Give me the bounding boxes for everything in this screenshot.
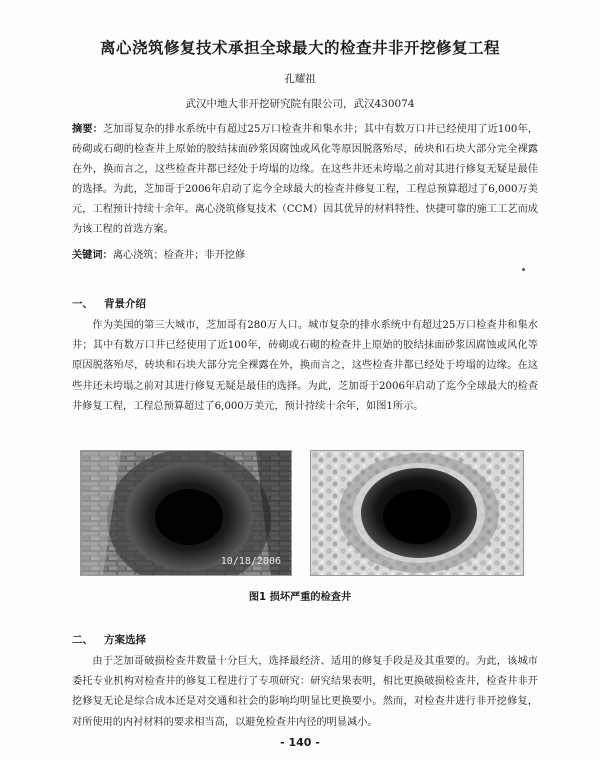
- section-paragraph-background: 作为美国的第三大城市，芝加哥有280万人口。城市复杂的排水系统中有超过25万口检查井和集水井；其中有数万口井已经使用了近100年，砖砌或石砌的检查井上原始的胶结抹面砂浆因腐蚀或风化等原因脱落殆尽，砖块和石块大部分完全裸露在外，换而言之，这些检查井都已经处于垮塌的边缘。在这些井还未垮塌之前对其进行修复无疑是最佳的选择。为此，芝加哥于2006年启动了迄今全球最大的检查井修复工程，工程总预算超过了6,000万美元，预计持续十余年，如图1所示。: [72, 320, 538, 412]
- abstract-label: 摘要：: [72, 124, 103, 135]
- author-name: 孔耀祖: [284, 73, 316, 85]
- keywords-text: 离心浇筑；检查井；非开挖修: [112, 250, 246, 261]
- abstract: [72, 120, 538, 240]
- manhole-photo-left: [80, 450, 292, 576]
- photo-date-stamp: 10/18/2006: [220, 556, 281, 567]
- section-number: 二、: [72, 634, 93, 646]
- manhole-photo-right: [310, 450, 524, 576]
- author-affiliation: 武汉中地大非开挖研究院有限公司，武汉430074: [185, 98, 415, 110]
- page-number: - 140 -: [280, 736, 320, 749]
- section-title: 背景介绍: [104, 298, 146, 310]
- section-title: 方案选择: [104, 634, 146, 646]
- section-heading-background: [72, 296, 146, 311]
- keywords-label: 关键词：: [72, 250, 113, 261]
- figure-caption: 图1 损坏严重的检查井: [248, 592, 352, 603]
- keywords: [72, 246, 538, 266]
- scan-speck: [522, 268, 525, 271]
- paper-title: 离心浇筑修复技术承担全球最大的检查井非开挖修复工程: [99, 39, 500, 57]
- section-heading-solution: [72, 632, 146, 647]
- section-number: 一、: [72, 298, 93, 310]
- abstract-text: 芝加哥复杂的排水系统中有超过25万口检查井和集水井；其中有数万口井已经使用了近100年，砖砌或石砌的检查井上原始的胶结抹面砂浆因腐蚀或风化等原因脱落殆尽，砖块和石块大部分完全裸露在外，换而言之，这些检查井都已经处于垮塌的边缘。在这些井还未垮塌之前对其进行修复无疑是最佳的选择。为此，芝加哥于2006年启动了迄今全球最大的检查井修复工程，工程总预算超过了6,000万美元，工程预计持续十余年。离心浇筑修复技术（CCM）因其优异的材料特性、快捷可靠的施工工艺而成为该工程的首选方案。: [72, 124, 539, 235]
- manhole-photo-right-image: [311, 451, 523, 575]
- section-paragraph-solution: 由于芝加哥破损检查井数量十分巨大，选择最经济、适用的修复手段是及其重要的。为此，该城市委托专业机构对检查井的修复工程进行了专项研究：研究结果表明，相比更换破损检查井，检查井非开挖修复无论是综合成本还是对交通和社会的影响均明显比更换要小。然而，对检查井进行非开挖修复，对所使用的内衬材料的要求相当高，以避免检查井内径的明显减小。: [72, 656, 538, 728]
